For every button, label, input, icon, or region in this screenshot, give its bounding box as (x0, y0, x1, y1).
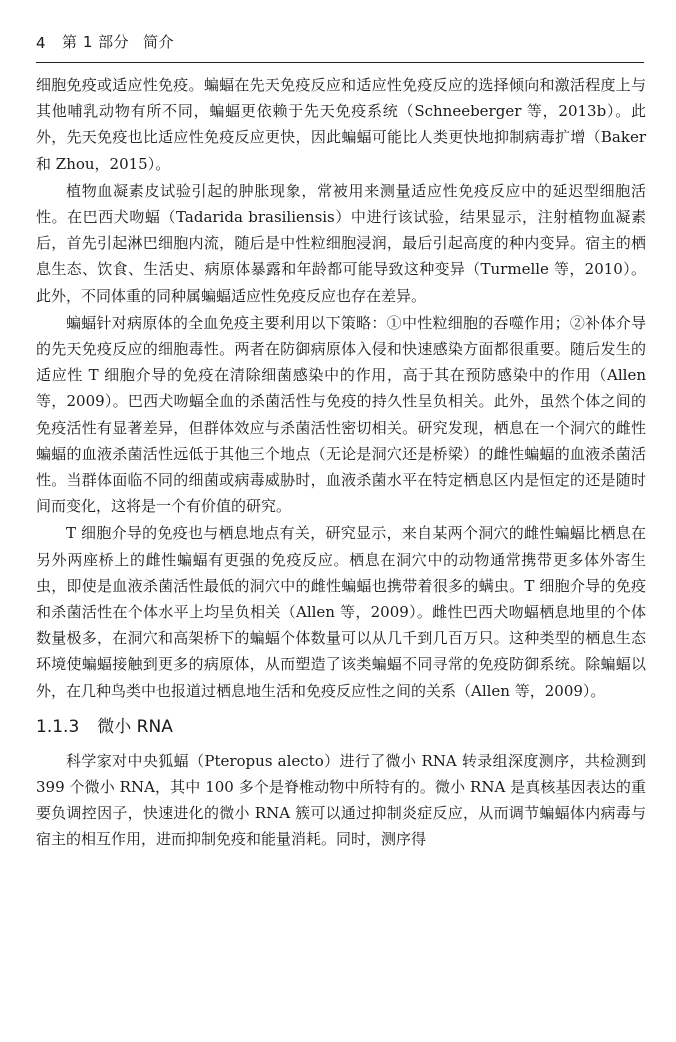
part-label: 第 1 部分 (62, 33, 130, 51)
section-number: 1.1.3 (36, 716, 80, 737)
paragraph: 科学家对中央狐蝠（Pteropus alecto）进行了微小 RNA 转录组深度测序，共检测到 399 个微小 RNA，其中 100 多个是脊椎动物中所特有的。微小 RNA 是真核基因表达的重要负调控因子，快速进化的微小 RNA 簇可以通过抑制炎症反应，从而调节蝙蝠体内病毒与宿主的相互作用，进而抑制免疫和能量消耗。同时，测序得 (36, 751, 646, 849)
paragraph: T 细胞介导的免疫也与栖息地点有关，研究显示，来自某两个洞穴的雌性蝙蝠比栖息在另外两座桥上的雌性蝙蝠有更强的免疫反应。栖息在洞穴中的动物通常携带更多体外寄生虫，即使是血液杀菌活性最低的洞穴中的雌性蝙蝠也携带着很多的螨虫。T 细胞介导的免疫和杀菌活性在个体水平上均呈负相关（Allen 等，2009）。雌性巴西犬吻蝠栖息地里的个体数量极多，在洞穴和高架桥下的蝙蝠个体数量可以从几千到几百万只。这种类型的栖息生态环境使蝙蝠接触到更多的病原体，从而塑造了该类蝙蝠不同寻常的免疫防御系统。除蝙蝠以外，在几种鸟类中也报道过栖息地生活和免疫反应性之间的关系（Allen 等，2009）。 (36, 524, 646, 700)
section-title: 微小 RNA (97, 716, 173, 737)
paragraph: 植物血凝素皮试验引起的肿胀现象，常被用来测量适应性免疫反应中的延迟型细胞活性。在巴西犬吻蝠（Tadarida brasiliensis）中进行该试验，结果显示，注射植物血凝素后，首先引起淋巴细胞内流，随后是中性粒细胞浸润，最后引起高度的种内变异。宿主的栖息生态、饮食、生活史、病原体暴露和年龄都可能导致这种变异（Turmelle 等，2010）。此外，不同体重的同种属蝙蝠适应性免疫反应也存在差异。 (36, 181, 646, 305)
running-header (36, 28, 644, 60)
page-number: 4 (36, 34, 47, 52)
header-rule (36, 62, 644, 63)
paragraph: 细胞免疫或适应性免疫。蝙蝠在先天免疫反应和适应性免疫反应的选择倾向和激活程度上与其他哺乳动物有所不同，蝙蝠更依赖于先天免疫系统（Schneeberger 等，2013b）。此外，先天免疫也比适应性免疫反应更快，因此蝙蝠可能比人类更快地抑制病毒扩增（Baker 和 Zhou，2015）。 (36, 76, 646, 173)
paragraph: 蝙蝠针对病原体的全血免疫主要利用以下策略：①中性粒细胞的吞噬作用；②补体介导的先天免疫反应的细胞毒性。两者在防御病原体入侵和快速感染方面都很重要。随后发生的适应性 T 细胞介导的免疫在清除细菌感染中的作用，高于其在预防感染中的作用（Allen 等，2009）。巴西犬吻蝠全血的杀菌活性与免疫的持久性呈负相关。此外，虽然个体之间的免疫活性有显著差异，但群体效应与杀菌活性密切相关。研究发现，栖息在一个洞穴的雌性蝙蝠的血液杀菌活性远低于其他三个地点（无论是洞穴还是桥梁）的雌性蝙蝠的血液杀菌活性。当群体面临不同的细菌或病毒威胁时，血液杀菌水平在特定栖息区内是恒定的还是随时间而变化，这将是一个有价值的研究。 (36, 313, 646, 516)
section-heading (36, 712, 646, 742)
part-title: 简介 (143, 33, 175, 51)
page-body (36, 72, 646, 854)
